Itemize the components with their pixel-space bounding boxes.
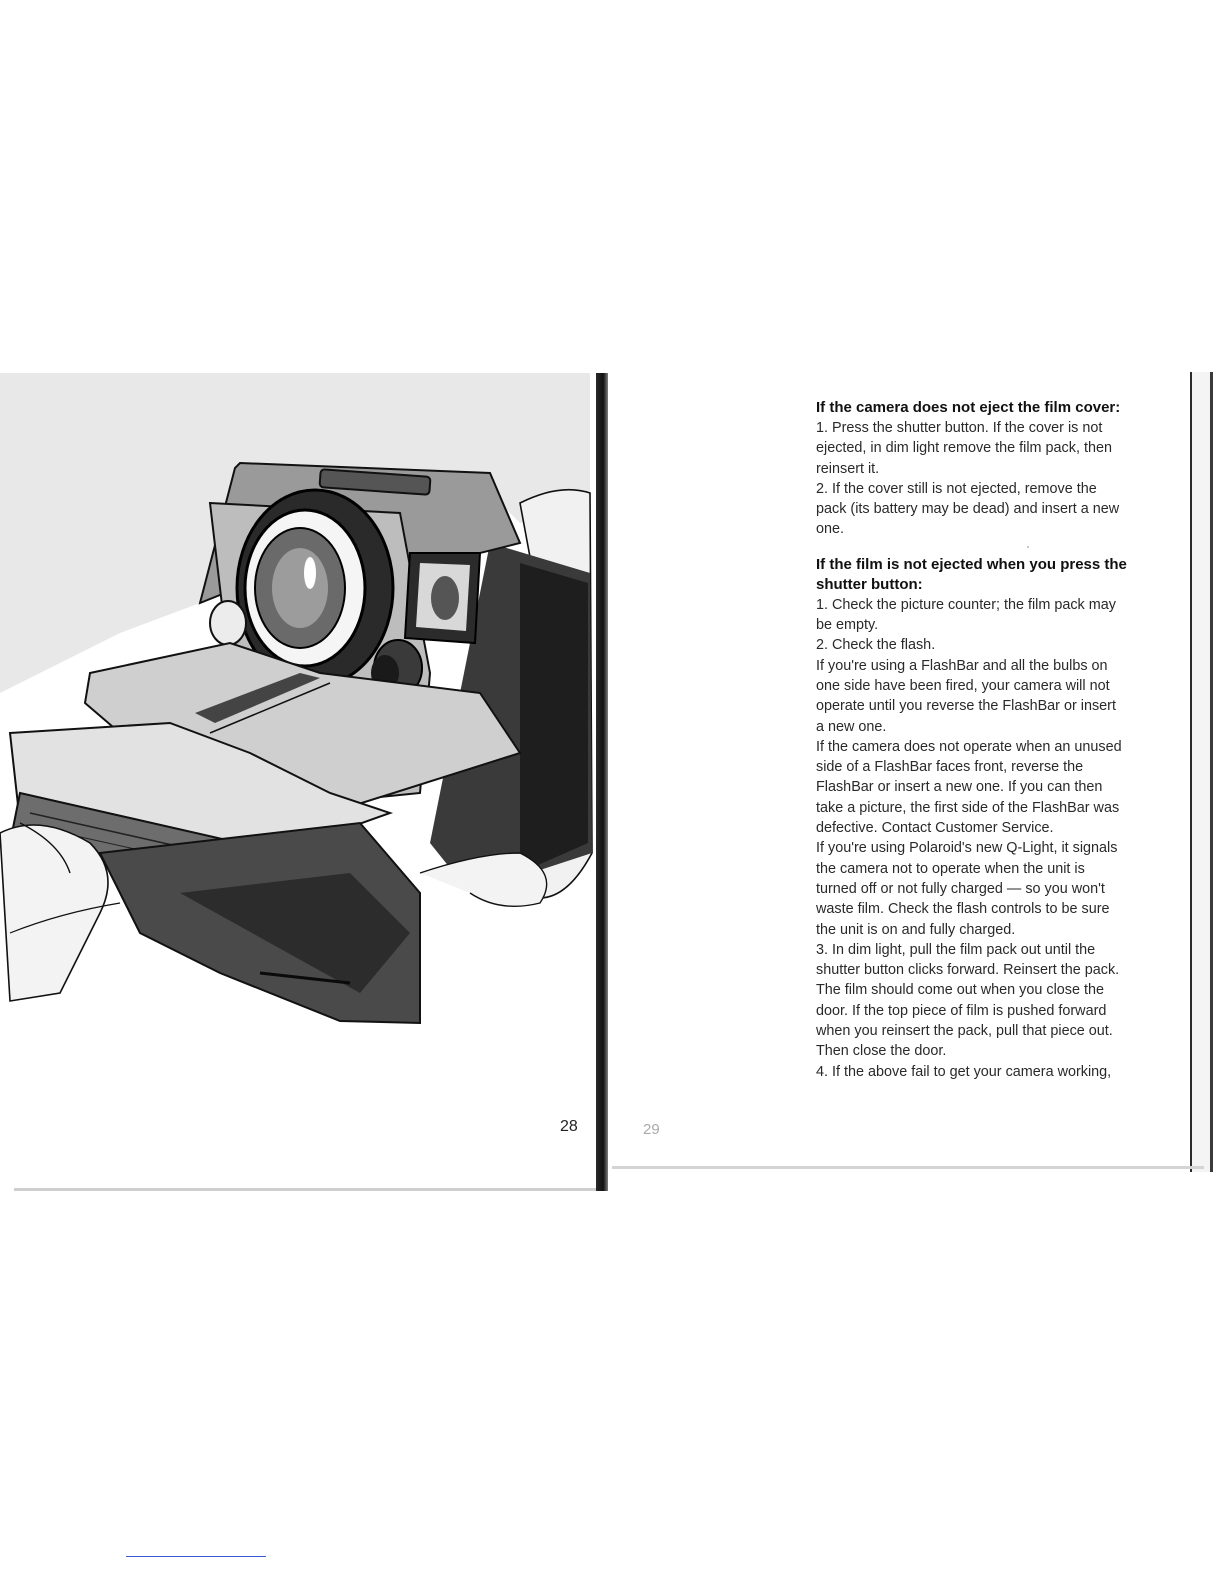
text-line: If the camera does not operate when an unused <box>816 738 1122 755</box>
text-line: door. If the top piece of film is pushed forward <box>816 1002 1107 1019</box>
section-heading: If the camera does not eject the film cover: <box>816 399 1121 416</box>
troubleshooting-text <box>816 398 1156 1082</box>
text-line: take a picture, the first side of the FlashBar was <box>816 799 1120 816</box>
text-line: 2. Check the flash. <box>816 637 936 654</box>
page-edge <box>1190 372 1213 1172</box>
text-line: shutter button clicks forward. Reinsert the pack. <box>816 962 1120 979</box>
text-line: side of a FlashBar faces front, reverse the <box>816 759 1084 776</box>
text-line: 1. Press the shutter button. If the cover is not <box>816 420 1103 436</box>
section-heading: If the film is not ejected when you press the <box>816 555 1127 573</box>
text-line: when you reinsert the pack, pull that piece out. <box>816 1023 1113 1040</box>
text-line: 3. In dim light, pull the film pack out until the <box>816 941 1096 958</box>
text-line: defective. Contact Customer Service. <box>816 820 1054 837</box>
text-line: the camera not to operate when the unit is <box>816 860 1085 877</box>
text-line: ejected, in dim light remove the film pack, then <box>816 440 1112 457</box>
text-line: pack (its battery may be dead) and insert a new <box>816 501 1120 518</box>
text-line: Then close the door. <box>816 1043 947 1060</box>
page-edge <box>14 1188 608 1191</box>
left-page <box>0 373 608 1191</box>
page-number: 29 <box>643 1121 660 1138</box>
text-line: The film should come out when you close the <box>816 982 1104 999</box>
text-line: waste film. Check the flash controls to be sure <box>816 901 1110 918</box>
page-edge <box>612 1166 1204 1169</box>
text-line: be empty. <box>816 617 879 634</box>
text-line: a new one. <box>816 718 887 735</box>
text-line: the unit is on and fully charged. <box>816 921 1016 938</box>
page-number: 28 <box>560 1118 578 1135</box>
text-line: turned off or not fully charged — so you won't <box>816 880 1105 897</box>
text-line: If you're using a FlashBar and all the bulbs on <box>816 657 1108 674</box>
text-line: If you're using Polaroid's new Q-Light, it signals <box>816 840 1118 857</box>
text-line: 2. If the cover still is not ejected, remove the <box>816 480 1097 497</box>
stray-line <box>126 1556 266 1557</box>
paper-speck <box>1027 546 1029 548</box>
text-line: 1. Check the picture counter; the film pack may <box>816 596 1116 613</box>
text-line: reinsert it. <box>816 460 880 477</box>
text-line: 4. If the above fail to get your camera working, <box>816 1063 1112 1080</box>
text-line: FlashBar or insert a new one. If you can then <box>816 779 1103 796</box>
text-line: one side have been fired, your camera will not <box>816 677 1110 694</box>
text-line: one. <box>816 521 845 538</box>
text-line: operate until you reverse the FlashBar or insert <box>816 698 1116 715</box>
instant-camera-illustration <box>0 373 600 1191</box>
section-heading: shutter button: <box>816 575 923 593</box>
